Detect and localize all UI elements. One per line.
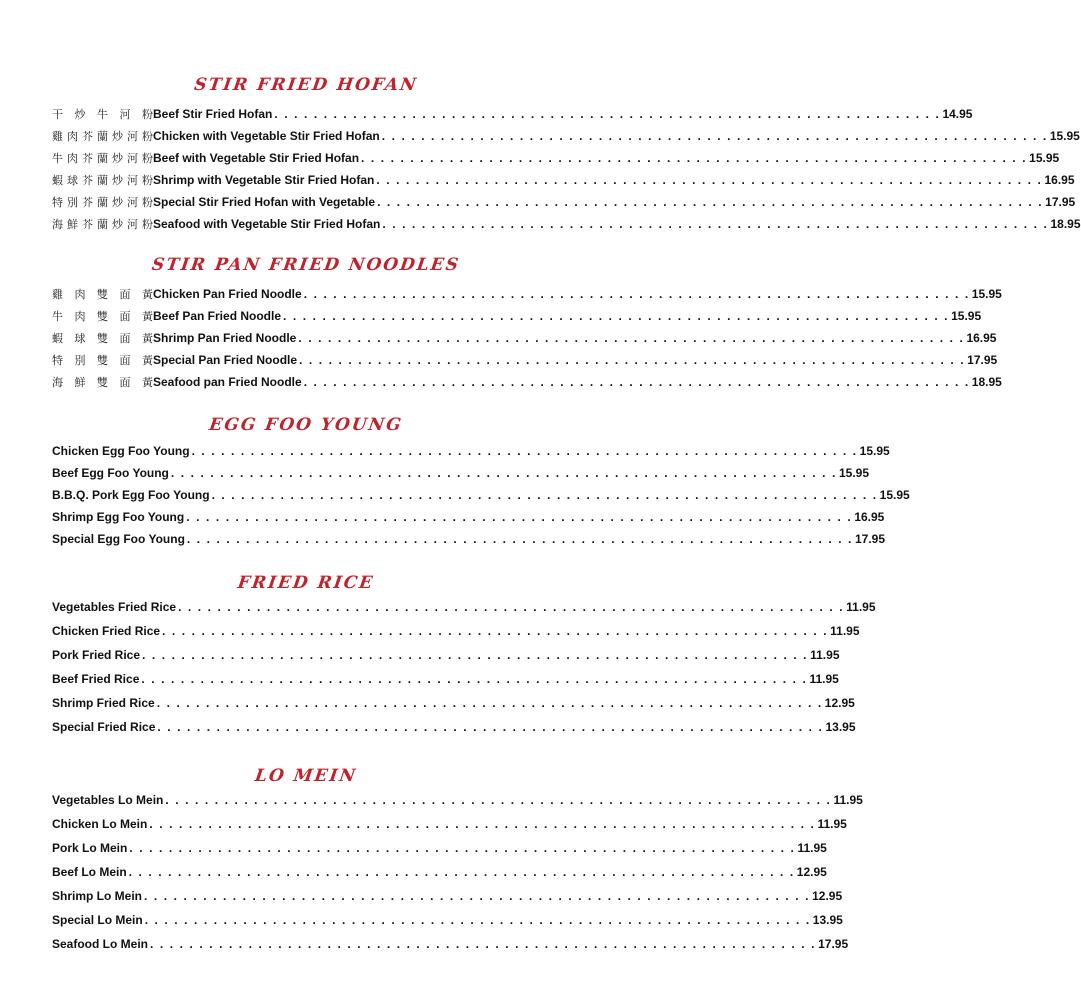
item-price: 12.95 <box>824 696 855 710</box>
chinese-name: 特 別 芥 蘭 炒 河 粉 <box>52 196 153 209</box>
dot-leader: . . . . . . . . . . . . . . . . . . . . . . . . . . . . . . . . . . . . . . . . . . . . . . . . . . . . . . . . . . . . . . . . . . . . <box>382 217 1049 231</box>
chinese-name: 海 鮮 雙 面 黃 <box>52 376 153 389</box>
item-price: 11.95 <box>809 672 839 686</box>
chinese-name: 牛 肉 雙 面 黃 <box>52 310 153 323</box>
menu-item <box>52 865 827 881</box>
dot-leader: . . . . . . . . . . . . . . . . . . . . . . . . . . . . . . . . . . . . . . . . . . . . . . . . . . . . . . . . . . . . . . . . . . . . <box>162 624 829 638</box>
chinese-name: 雞 肉 雙 面 黃 <box>52 288 153 301</box>
dot-leader: . . . . . . . . . . . . . . . . . . . . . . . . . . . . . . . . . . . . . . . . . . . . . . . . . . . . . . . . . . . . . . . . . . . . <box>178 600 845 614</box>
dot-leader: . . . . . . . . . . . . . . . . . . . . . . . . . . . . . . . . . . . . . . . . . . . . . . . . . . . . . . . . . . . . . . . . . . . . <box>165 793 832 807</box>
dot-leader: . . . . . . . . . . . . . . . . . . . . . . . . . . . . . . . . . . . . . . . . . . . . . . . . . . . . . . . . . . . . . . . . . . . . <box>376 173 1043 187</box>
menu-item <box>52 106 973 122</box>
menu-item <box>52 817 847 833</box>
chinese-name: 蝦 球 雙 面 黃 <box>52 332 153 345</box>
section-title: LO MEIN <box>253 766 359 786</box>
dot-leader: . . . . . . . . . . . . . . . . . . . . . . . . . . . . . . . . . . . . . . . . . . . . . . . . . . . . . . . . . . . . . . . . . . . . <box>274 107 941 121</box>
section-title: STIR PAN FRIED NOODLES <box>150 255 462 275</box>
item-price: 15.95 <box>971 287 1002 301</box>
dot-leader: . . . . . . . . . . . . . . . . . . . . . . . . . . . . . . . . . . . . . . . . . . . . . . . . . . . . . . . . . . . . . . . . . . . . <box>283 309 950 323</box>
item-price: 15.95 <box>879 488 910 502</box>
item-price: 12.95 <box>812 889 843 903</box>
chinese-name: 雞 肉 芥 蘭 炒 河 粉 <box>52 130 153 143</box>
chinese-name: 特 別 雙 面 黃 <box>52 354 153 367</box>
item-name: Special Lo Mein <box>52 913 143 927</box>
item-name: Beef Lo Mein <box>52 865 127 879</box>
section-title: FRIED RICE <box>236 573 376 593</box>
item-price: 14.95 <box>942 107 973 121</box>
item-name: Special Egg Foo Young <box>52 532 185 546</box>
dot-leader: . . . . . . . . . . . . . . . . . . . . . . . . . . . . . . . . . . . . . . . . . . . . . . . . . . . . . . . . . . . . . . . . . . . . <box>361 151 1028 165</box>
dot-leader: . . . . . . . . . . . . . . . . . . . . . . . . . . . . . . . . . . . . . . . . . . . . . . . . . . . . . . . . . . . . . . . . . . . . <box>303 375 970 389</box>
item-name: Pork Fried Rice <box>52 648 141 662</box>
menu-item <box>52 889 843 905</box>
menu-item <box>52 194 1076 210</box>
dot-leader: . . . . . . . . . . . . . . . . . . . . . . . . . . . . . . . . . . . . . . . . . . . . . . . . . . . . . . . . . . . . . . . . . . . . <box>186 510 853 524</box>
item-name: Beef Fried Rice <box>52 672 140 686</box>
menu-item <box>52 150 1060 166</box>
menu-item <box>52 172 1075 188</box>
item-price: 17.95 <box>967 353 998 367</box>
item-name: Pork Lo Mein <box>52 841 128 855</box>
item-price: 11.95 <box>797 841 827 855</box>
item-name: Beef with Vegetable Stir Fried Hofan <box>153 151 360 165</box>
item-name: Shrimp Pan Fried Noodle <box>153 331 297 345</box>
menu-item <box>52 913 843 929</box>
menu-item <box>52 444 890 460</box>
item-name: Seafood with Vegetable Stir Fried Hofan <box>153 217 381 231</box>
dot-leader: . . . . . . . . . . . . . . . . . . . . . . . . . . . . . . . . . . . . . . . . . . . . . . . . . . . . . . . . . . . . . . . . . . . . <box>157 720 824 734</box>
menu-item <box>52 600 876 616</box>
menu-item <box>52 286 1002 302</box>
section-title: EGG FOO YOUNG <box>207 415 405 435</box>
menu-item <box>52 374 1002 390</box>
item-name: Seafood pan Fried Noodle <box>153 375 302 389</box>
item-price: 17.95 <box>1045 195 1076 209</box>
item-price: 17.95 <box>818 937 849 951</box>
menu-item <box>52 720 856 736</box>
chinese-name: 蝦 球 芥 蘭 炒 河 粉 <box>52 174 153 187</box>
dot-leader: . . . . . . . . . . . . . . . . . . . . . . . . . . . . . . . . . . . . . . . . . . . . . . . . . . . . . . . . . . . . . . . . . . . . <box>377 195 1044 209</box>
item-price: 11.95 <box>810 648 840 662</box>
item-name: Chicken Fried Rice <box>52 624 161 638</box>
item-name: Special Fried Rice <box>52 720 156 734</box>
item-name: Vegetables Fried Rice <box>52 600 177 614</box>
menu-item <box>52 488 910 504</box>
menu-item <box>52 510 885 526</box>
section-title: STIR FRIED HOFAN <box>192 75 420 95</box>
menu-item <box>52 648 840 664</box>
item-name: Special Pan Fried Noodle <box>153 353 298 367</box>
item-price: 11.95 <box>833 793 863 807</box>
item-price: 13.95 <box>812 913 843 927</box>
item-name: Beef Pan Fried Noodle <box>153 309 282 323</box>
chinese-name: 牛 肉 芥 蘭 炒 河 粉 <box>52 152 153 165</box>
dot-leader: . . . . . . . . . . . . . . . . . . . . . . . . . . . . . . . . . . . . . . . . . . . . . . . . . . . . . . . . . . . . . . . . . . . . <box>211 488 878 502</box>
dot-leader: . . . . . . . . . . . . . . . . . . . . . . . . . . . . . . . . . . . . . . . . . . . . . . . . . . . . . . . . . . . . . . . . . . . . <box>298 331 965 345</box>
item-price: 15.95 <box>859 444 890 458</box>
menu-item <box>52 793 863 809</box>
item-price: 16.95 <box>966 331 997 345</box>
item-name: Shrimp Egg Foo Young <box>52 510 185 524</box>
item-price: 15.95 <box>951 309 982 323</box>
menu-item <box>52 216 1081 232</box>
menu-item <box>52 696 855 712</box>
item-name: Chicken Egg Foo Young <box>52 444 190 458</box>
item-name: Beef Stir Fried Hofan <box>153 107 273 121</box>
dot-leader: . . . . . . . . . . . . . . . . . . . . . . . . . . . . . . . . . . . . . . . . . . . . . . . . . . . . . . . . . . . . . . . . . . . . <box>156 696 823 710</box>
menu-item <box>52 532 886 548</box>
item-name: Seafood Lo Mein <box>52 937 148 951</box>
dot-leader: . . . . . . . . . . . . . . . . . . . . . . . . . . . . . . . . . . . . . . . . . . . . . . . . . . . . . . . . . . . . . . . . . . . . <box>149 817 816 831</box>
dot-leader: . . . . . . . . . . . . . . . . . . . . . . . . . . . . . . . . . . . . . . . . . . . . . . . . . . . . . . . . . . . . . . . . . . . . <box>381 129 1048 143</box>
menu-item <box>52 841 827 857</box>
item-price: 15.95 <box>1049 129 1080 143</box>
menu-item <box>52 466 870 482</box>
item-name: Beef Egg Foo Young <box>52 466 169 480</box>
item-price: 11.95 <box>846 600 876 614</box>
item-name: Shrimp with Vegetable Stir Fried Hofan <box>153 173 375 187</box>
menu-item <box>52 937 849 953</box>
dot-leader: . . . . . . . . . . . . . . . . . . . . . . . . . . . . . . . . . . . . . . . . . . . . . . . . . . . . . . . . . . . . . . . . . . . . <box>191 444 858 458</box>
item-name: B.B.Q. Pork Egg Foo Young <box>52 488 210 502</box>
item-name: Special Stir Fried Hofan with Vegetable <box>153 195 376 209</box>
dot-leader: . . . . . . . . . . . . . . . . . . . . . . . . . . . . . . . . . . . . . . . . . . . . . . . . . . . . . . . . . . . . . . . . . . . . <box>150 937 817 951</box>
menu-item <box>52 308 982 324</box>
item-price: 15.95 <box>838 466 870 480</box>
dot-leader: . . . . . . . . . . . . . . . . . . . . . . . . . . . . . . . . . . . . . . . . . . . . . . . . . . . . . . . . . . . . . . . . . . . . <box>144 913 811 927</box>
dot-leader: . . . . . . . . . . . . . . . . . . . . . . . . . . . . . . . . . . . . . . . . . . . . . . . . . . . . . . . . . . . . . . . . . . . . <box>170 466 837 480</box>
menu-item <box>52 352 998 368</box>
item-price: 17.95 <box>855 532 886 546</box>
item-price: 18.95 <box>1050 217 1081 231</box>
chinese-name: 干 炒 牛 河 粉 <box>52 108 153 121</box>
menu-item <box>52 624 860 640</box>
dot-leader: . . . . . . . . . . . . . . . . . . . . . . . . . . . . . . . . . . . . . . . . . . . . . . . . . . . . . . . . . . . . . . . . . . . . <box>141 672 808 686</box>
dot-leader: . . . . . . . . . . . . . . . . . . . . . . . . . . . . . . . . . . . . . . . . . . . . . . . . . . . . . . . . . . . . . . . . . . . . <box>303 287 970 301</box>
item-price: 11.95 <box>817 817 847 831</box>
menu-item <box>52 128 1080 144</box>
item-name: Vegetables Lo Mein <box>52 793 164 807</box>
item-name: Chicken with Vegetable Stir Fried Hofan <box>153 129 380 143</box>
dot-leader: . . . . . . . . . . . . . . . . . . . . . . . . . . . . . . . . . . . . . . . . . . . . . . . . . . . . . . . . . . . . . . . . . . . . <box>299 353 966 367</box>
item-price: 11.95 <box>830 624 860 638</box>
item-price: 18.95 <box>971 375 1002 389</box>
item-name: Shrimp Fried Rice <box>52 696 155 710</box>
dot-leader: . . . . . . . . . . . . . . . . . . . . . . . . . . . . . . . . . . . . . . . . . . . . . . . . . . . . . . . . . . . . . . . . . . . . <box>144 889 811 903</box>
item-price: 15.95 <box>1029 151 1060 165</box>
chinese-name: 海 鮮 芥 蘭 炒 河 粉 <box>52 218 153 231</box>
item-price: 16.95 <box>1044 173 1075 187</box>
menu-item <box>52 672 839 688</box>
item-name: Chicken Pan Fried Noodle <box>153 287 302 301</box>
item-price: 12.95 <box>796 865 827 879</box>
dot-leader: . . . . . . . . . . . . . . . . . . . . . . . . . . . . . . . . . . . . . . . . . . . . . . . . . . . . . . . . . . . . . . . . . . . . <box>186 532 853 546</box>
item-price: 13.95 <box>825 720 856 734</box>
dot-leader: . . . . . . . . . . . . . . . . . . . . . . . . . . . . . . . . . . . . . . . . . . . . . . . . . . . . . . . . . . . . . . . . . . . . <box>142 648 809 662</box>
dot-leader: . . . . . . . . . . . . . . . . . . . . . . . . . . . . . . . . . . . . . . . . . . . . . . . . . . . . . . . . . . . . . . . . . . . . <box>129 841 796 855</box>
item-name: Shrimp Lo Mein <box>52 889 142 903</box>
item-price: 16.95 <box>854 510 885 524</box>
menu-item <box>52 330 997 346</box>
dot-leader: . . . . . . . . . . . . . . . . . . . . . . . . . . . . . . . . . . . . . . . . . . . . . . . . . . . . . . . . . . . . . . . . . . . . <box>128 865 795 879</box>
item-name: Chicken Lo Mein <box>52 817 148 831</box>
